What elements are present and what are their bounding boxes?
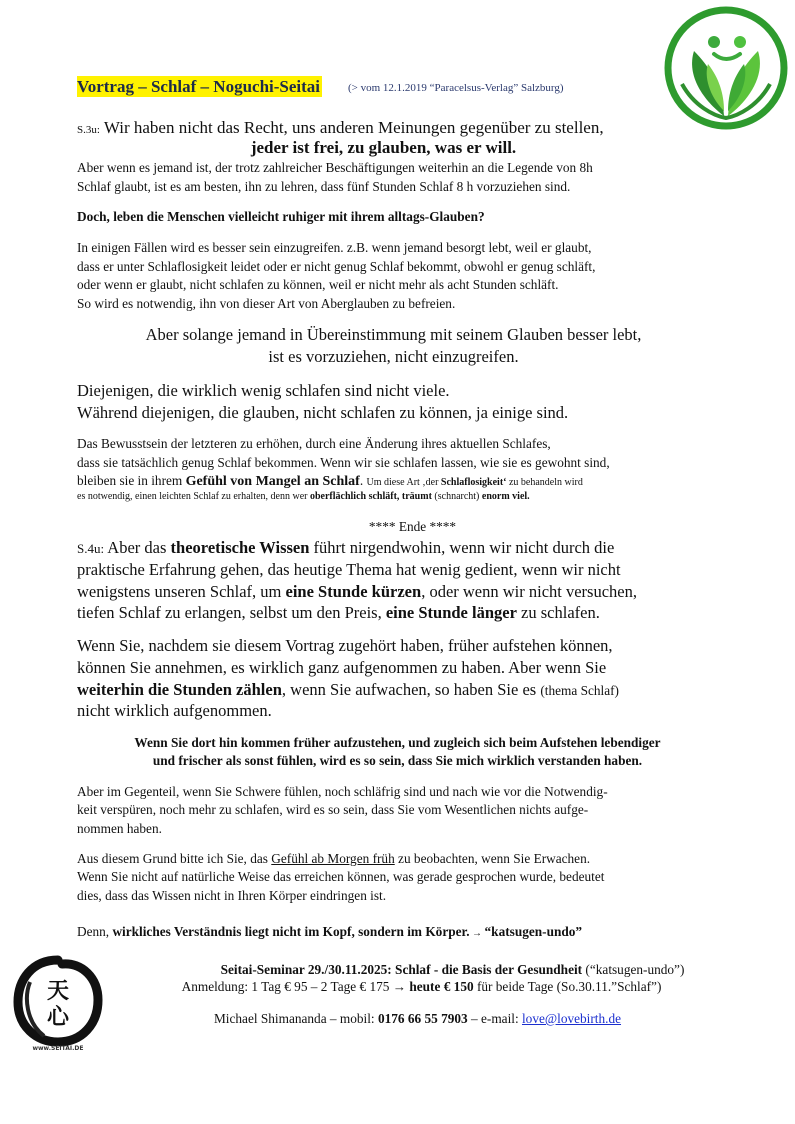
kanji-mark: 天 [46,979,70,1004]
paragraph-line: Wenn Sie nicht auf natürliche Weise das erreichen können, was gerade gesprochen wurde, bedeutet [77,869,605,884]
paragraph-line [77,679,619,702]
paragraph-line [77,490,530,504]
bold-run: wirkliches Verständnis liegt nicht im Kopf, sondern im Körper. [112,924,470,939]
text-run: . [359,473,367,488]
paragraph-line: nicht wirklich aufgenommen. [77,701,272,720]
page-ref: S.4u: [77,541,105,556]
paragraph-line: nommen haben. [77,821,162,836]
logo-caption: www.SEITAI.DE [32,1045,84,1052]
bold-run: “katsugen-undo” [484,924,583,939]
bold-run: enorm viel. [481,491,530,502]
text-run: zu schlafen. [516,603,600,622]
paragraph-line [77,537,614,560]
text-run: es notwendig, einen leichten Schlaf zu erhalten, denn wer [77,491,310,502]
paragraph-line [77,581,637,603]
question-heading: Doch, leben die Menschen vielleicht ruhiger mit ihrem alltags-Glauben? [77,209,485,224]
text-run: Aber das [104,538,171,557]
pricing-text: für beide Tage (So.30.11.”Schlaf”) [473,979,662,994]
paragraph-line: dass er unter Schlaflosigkeit leidet oder er nicht genug Schlaf bekommt, obwohl er genug schläft, [77,259,596,274]
today-price: heute € 150 [409,979,474,994]
bold-run: oberflächlich schläft, träumt [309,491,432,502]
arrow-glyph: → [469,928,485,939]
paragraph-line: Diejenigen, die wirklich wenig schlafen sind nicht viele. [77,381,450,400]
paragraph-line: In einigen Fällen wird es besser sein einzugreifen. z.B. wenn jemand besorgt lebt, weil er glaubt, [77,240,592,255]
pricing-text: Anmeldung: 1 Tag € 95 – 2 Tage € 175 → [181,979,410,994]
underlined-run: Gefühl ab Morgen früh [271,851,395,866]
phone-number: 0176 66 55 7903 [377,1011,468,1026]
paragraph-line: So wird es notwendig, ihn von dieser Art von Aberglauben zu befreien. [77,296,456,311]
intro-bold-line: jeder ist frei, zu glauben, was er will. [250,138,517,157]
paragraph-line [77,602,600,624]
title-source: (> vom 12.1.2019 “Paracelsus-Verlag” Salzburg) [348,82,564,94]
text-run: (thema Schlaf) [540,683,619,698]
seminar-subtitle: (“katsugen-undo”) [582,962,685,977]
document-title [77,76,322,97]
text-run: Denn, [77,924,113,939]
final-statement [77,922,582,943]
centered-quote-line: Aber solange jemand in Übereinstimmung mit seinem Glauben besser lebt, [145,325,642,344]
text-run: Aus diesem Grund bitte ich Sie, das [77,851,272,866]
text-run: , oder wenn wir nicht versuchen, [421,582,637,601]
contact-name: Michael Shimananda – mobil: [213,1011,378,1026]
paragraph-line: dies, dass das Wissen nicht in Ihren Körper eindringen ist. [77,888,387,903]
text-run: zu behandeln wird [506,477,583,488]
bold-run: weiterhin die Stunden zählen [77,680,282,699]
paragraph-line: Aber wenn es jemand ist, der trotz zahlreicher Beschäftigungen weiterhin an die Legende von 8h [77,160,593,175]
kanji-mark: 心 [46,1005,70,1030]
title-text: Vortrag – Schlaf – Noguchi-Seitai [77,77,321,96]
paragraph-line: Aber im Gegenteil, wenn Sie Schwere fühlen, noch schläfrig sind und nach wie vor die Notwendig- [77,784,608,799]
text-run: (schnarcht) [431,491,482,502]
text-run: führt nirgendwohin, wenn wir nicht durch die [309,538,615,557]
paragraph-line: dass sie tatsächlich genug Schlaf bekommen. Wenn wir sie schlafen lassen, wie sie es gewohnt sind, [77,455,610,470]
text-run: zu beobachten, wenn Sie Erwachen. [394,851,591,866]
contact-line [20,1009,795,1028]
seminar-title: Seitai-Seminar 29./30.11.2025: Schlaf - die Basis der Gesundheit [220,962,583,977]
bold-centered-line: Wenn Sie dort hin kommen früher aufzustehen, und zugleich sich beim Aufstehen lebendiger [134,735,661,750]
paragraph-line: praktische Erfahrung gehen, das heutige Thema hat wenig gedient, wenn wir nicht [77,560,621,579]
registration-line [24,977,795,996]
paragraph-line: keit verspüren, noch mehr zu schlafen, wird es so sein, dass Sie vom Wesentlichen nichts aufge- [77,802,589,817]
text-run: wenigstens unseren Schlaf, um [77,582,286,601]
plant-logo-icon [664,6,788,130]
paragraph-line: Wenn Sie, nachdem sie diesem Vortrag zugehört haben, früher aufstehen können, [77,636,613,655]
text-run: , wenn Sie aufwachen, so haben Sie es [281,680,541,699]
centered-quote-line: ist es vorzuziehen, nicht einzugreifen. [268,347,519,366]
section1-intro-line [77,118,604,140]
bold-centered-line: und frischer als sonst fühlen, wird es so sein, dass Sie mich wirklich verstanden haben. [152,753,643,768]
paragraph-line [77,849,590,868]
email-link[interactable]: love@lovebirth.de [521,1011,622,1026]
text-run: Um diese Art ‚der [366,477,441,488]
text-run: bleiben sie in ihrem [77,473,186,488]
contact-label: – e-mail: [467,1011,522,1026]
bold-run: theoretische Wissen [170,538,310,557]
paragraph-line [77,471,583,492]
bold-run: Gefühl von Mangel an Schlaf [185,474,360,489]
paragraph-line: oder wenn er glaubt, nicht schlafen zu können, weil er nicht mehr als acht Stunden schläft. [77,277,559,292]
paragraph-line: Schlaf glaubt, ist es am besten, ihn zu lehren, dass fünf Stunden Schlaf 8 h vorzuziehen sind. [77,179,571,194]
paragraph-line: Das Bewusstsein der letzteren zu erhöhen, durch eine Änderung ihres aktuellen Schlafes, [77,436,551,451]
bold-run: eine Stunde kürzen [285,582,422,601]
page-ref: S.3u: [77,124,100,136]
end-marker: **** Ende **** [368,519,457,534]
bold-run: eine Stunde länger [385,603,517,622]
text-run: tiefen Schlaf zu erlangen, selbst um den Preis, [77,603,386,622]
paragraph-line: Während diejenigen, die glauben, nicht schlafen zu können, ja einige sind. [77,403,569,422]
intro-text: Wir haben nicht das Recht, uns anderen Meinungen gegenüber zu stellen, [103,118,604,137]
paragraph-line: können Sie annehmen, es wirklich ganz aufgenommen zu haben. Aber wenn Sie [77,658,607,677]
bold-run: Schlaflosigkeit‘ [440,477,507,488]
